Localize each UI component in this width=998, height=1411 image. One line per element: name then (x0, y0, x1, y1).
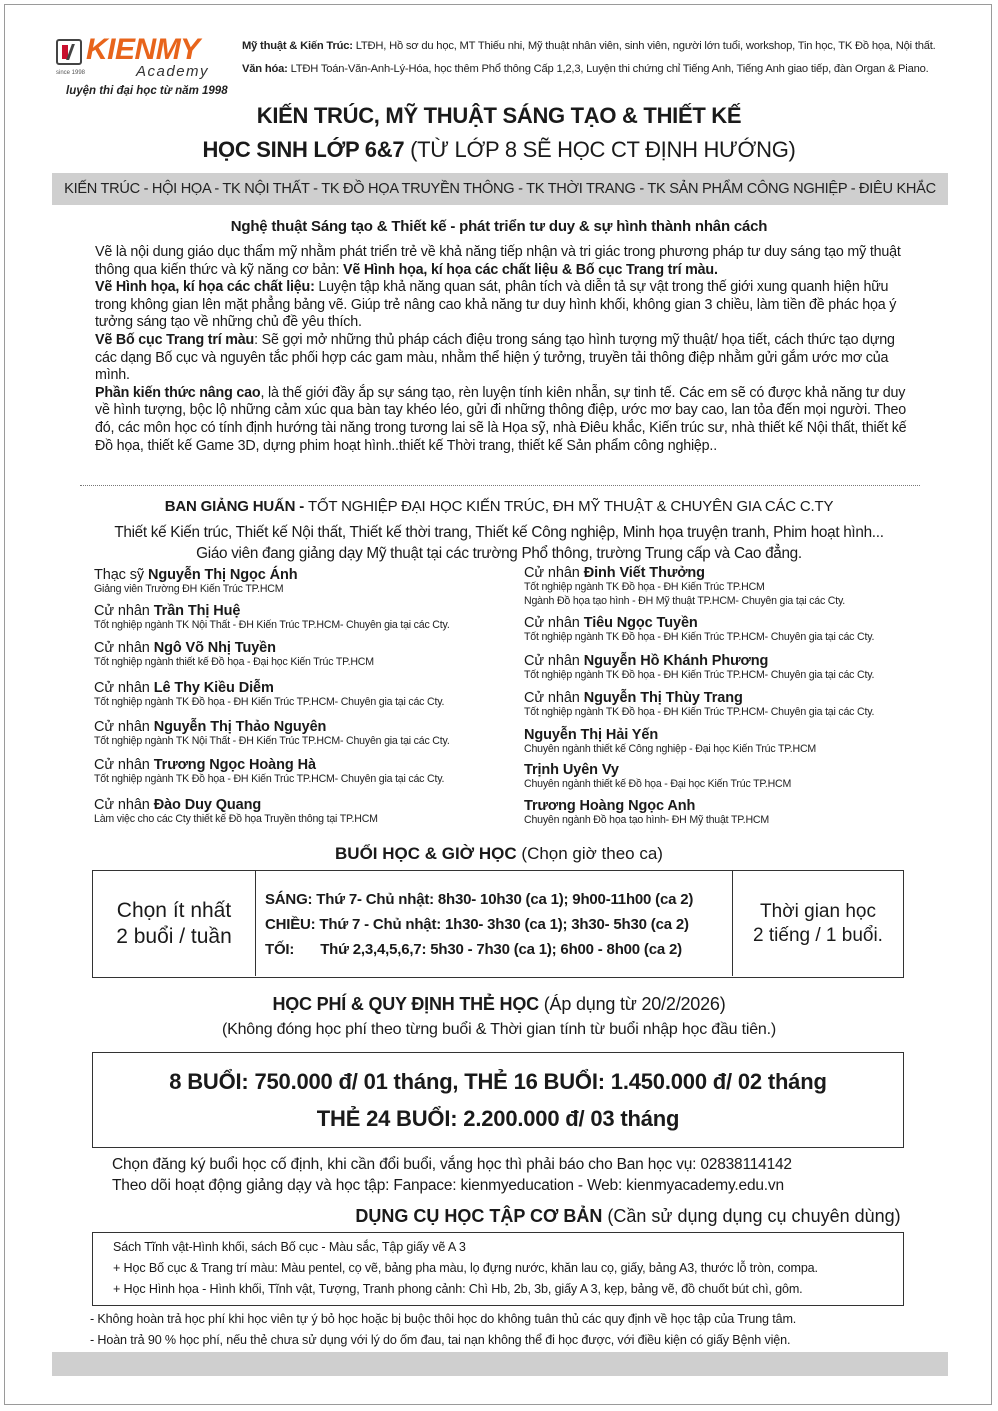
schedule-min-line2: 2 buổi / tuần (116, 924, 232, 948)
teacher-name: Nguyễn Hồ Khánh Phương (583, 653, 769, 669)
schedule-box (92, 870, 904, 978)
teacher-title: Cử nhân (94, 680, 154, 696)
schedule-min-sessions (93, 871, 256, 976)
teacher-title: Cử nhân (94, 640, 154, 656)
teacher-entry (524, 653, 874, 681)
teacher-credential: Tốt nghiệp ngành TK Đồ họa - ĐH Kiến Trúc TP.HCM (524, 581, 765, 593)
logo-brand-b: MY (155, 33, 200, 66)
teacher-name: Nguyễn Thị Hải Yến (524, 727, 659, 743)
fees-subtitle: (Không đóng học phí theo từng buổi & Thời gian tính từ buổi nhập học đầu tiên.) (222, 1021, 776, 1038)
teacher-name: Trương Hoàng Ngọc Anh (524, 798, 696, 814)
fees-line-2: THẺ 24 BUỔI: 2.200.000 đ/ 03 tháng (316, 1106, 680, 1131)
logo-academy: Academy (136, 63, 210, 80)
teacher-entry (94, 680, 444, 708)
teacher-entry (94, 719, 450, 747)
header-line-culture-label: Văn hóa: (242, 63, 288, 75)
teacher-name-line (94, 603, 450, 619)
registration-note: Chọn đăng ký buổi học cố định, khi cần đổi buổi, vắng học thì phải báo cho Ban học vụ: 02838114142 (112, 1156, 792, 1173)
teacher-entry (524, 565, 845, 607)
schedule-evening-label: TỐI: (265, 941, 295, 958)
intro-p2-text: Luyện tập khả năng quan sát, phân tích và diễn tả sự vật trong thế giới xung quanh hiện hữu trong không gian lên mặt phẳng bảng vẽ. Giúp trẻ nâng cao khả năng tư duy hình khối, không gian 3 chiều, làm tiền đề phác họa ý tưởng sáng tạo về những chủ đề yêu thích. (95, 279, 897, 331)
teacher-credential: Tốt nghiệp ngành TK Đồ họa - ĐH Kiến Trúc TP.HCM- Chuyên gia tại các Cty. (94, 773, 445, 785)
page-subtitle (0, 137, 998, 163)
teacher-entry (524, 690, 874, 718)
teacher-name-line (524, 565, 845, 581)
header-line-arts (242, 40, 936, 52)
teacher-name: Trương Ngọc Hoàng Hà (153, 757, 316, 773)
teacher-name: Lê Thy Kiều Diễm (153, 680, 274, 696)
schedule-evening-text: Thứ 2,3,4,5,6,7: 5h30 - 7h30 (ca 1); 6h00 - 8h00 (ca 2) (320, 941, 682, 958)
logo-mark-icon (56, 39, 82, 65)
teacher-title: Cử nhân (94, 719, 154, 735)
teacher-credential: Tốt nghiệp ngành thiết kế Đồ họa - Đại học Kiến Trúc TP.HCM (94, 656, 374, 668)
disciplines-text: KIẾN TRÚC - HỘI HỌA - TK NỘI THẤT - TK ĐỒ HỌA TRUYỀN THÔNG - TK THỜI TRANG - TK SẢN PHẨM CÔNG NGHIỆP - ĐIÊU KHẮC (64, 181, 936, 197)
fees-title-bold: HỌC PHÍ & QUY ĐỊNH THẺ HỌC (272, 994, 539, 1014)
intro-p2-bold: Vẽ Hình họa, kí họa các chất liệu: (95, 279, 315, 296)
teacher-name: Nguyễn Thị Ngọc Ánh (148, 567, 298, 583)
header-line-culture-text: LTĐH Toán-Văn-Anh-Lý-Hóa, học thêm Phổ thông Cấp 1,2,3, Luyện thi chứng chỉ Tiếng Anh, Tiếng Anh giao tiếp, đàn Organ & Piano. (287, 63, 929, 75)
teacher-entry (94, 757, 444, 785)
teacher-name-line (524, 615, 874, 631)
schedule-title-rest: (Chọn giờ theo ca) (516, 844, 663, 863)
header-line-culture (242, 63, 929, 75)
logo-since: since 1998 (56, 70, 86, 76)
teacher-name-line (524, 653, 874, 669)
teacher-name-line (94, 680, 444, 696)
kienmy-logo (56, 33, 234, 103)
refund-note-1: - Không hoàn trả học phí khi học viên tự ý bỏ học hoặc bị buộc thôi học do không tuân thủ các quy định về học tập của Trung tâm. (90, 1312, 797, 1326)
tools-line-2: + Học Bố cục & Trang trí màu: Màu pentel, cọ vẽ, bảng pha màu, lọ đựng nước, khăn lau cọ, giấy, bảng A3, thước lỗ tròn, compa. (113, 1261, 818, 1275)
logo-brand-a: KIEN (86, 33, 156, 66)
teacher-name-line (524, 690, 874, 706)
teacher-credential: Tốt nghiệp ngành TK Đồ họa - ĐH Kiến Trúc TP.HCM- Chuyên gia tại các Cty. (524, 631, 875, 643)
teacher-name: Trần Thị Huệ (153, 603, 241, 619)
teacher-credential: Giảng viên Trường ĐH Kiến Trúc TP.HCM (94, 583, 284, 595)
page-subtitle-rest: (TỪ LỚP 8 SẼ HỌC CT ĐỊNH HƯỚNG) (404, 137, 796, 162)
header-line-arts-label: Mỹ thuật & Kiến Trúc: (242, 40, 353, 52)
tools-title (0, 1206, 998, 1227)
schedule-duration-line1: Thời gian học (760, 900, 876, 922)
intro-p4-bold: Phần kiến thức nâng cao (95, 384, 261, 401)
teacher-name: Đinh Viết Thưởng (583, 565, 705, 581)
teacher-entry (524, 727, 816, 755)
disciplines-band (52, 173, 948, 205)
teacher-name: Nguyễn Thị Thùy Trang (583, 690, 743, 706)
intro-paragraph (95, 244, 915, 455)
teacher-entry (524, 798, 769, 826)
intro-p1-text: Vẽ là nội dung giáo dục thẩm mỹ nhằm phát triển trẻ về khả năng tiếp nhận và tri giác trong phương pháp tư duy sáng tạo mỹ thuật thông qua kiến thức và kỹ năng cơ bản: (95, 244, 901, 278)
teacher-name: Tiêu Ngọc Tuyền (583, 615, 698, 631)
schedule-morning: SÁNG: Thứ 7- Chủ nhật: 8h30- 10h30 (ca 1); 9h00-11h00 (ca 2) (265, 891, 694, 908)
bottom-band (52, 1352, 948, 1376)
schedule-afternoon: CHIỀU: Thứ 7 - Chủ nhật: 1h30- 3h30 (ca 1); 3h30- 5h30 (ca 2) (265, 916, 689, 933)
teacher-name-line (94, 567, 298, 583)
teacher-name-line (524, 762, 791, 778)
schedule-evening (265, 941, 682, 958)
teacher-credential: Chuyên ngành Đồ họa tạo hình- ĐH Mỹ thuật TP.HCM (524, 814, 769, 826)
tools-title-bold: DỤNG CỤ HỌC TẬP CƠ BẢN (355, 1206, 603, 1226)
fees-title-rest: (Áp dụng từ 20/2/2026) (538, 994, 726, 1014)
intro-p1-bold: Vẽ Hình họa, kí họa các chất liệu & Bố cục Trang trí màu. (343, 261, 718, 278)
teacher-name: Đào Duy Quang (153, 797, 262, 813)
teacher-credential: Tốt nghiệp ngành TK Nội Thất - ĐH Kiến Trúc TP.HCM- Chuyên gia tại các Cty. (94, 735, 450, 747)
page-title: KIẾN TRÚC, MỸ THUẬT SÁNG TẠO & THIẾT KẾ (256, 103, 742, 128)
teacher-entry (524, 762, 791, 790)
teacher-title: Cử nhân (524, 615, 584, 631)
tools-title-rest: (Cần sử dụng dụng cụ chuyên dùng) (602, 1206, 901, 1226)
teacher-entry (94, 603, 450, 631)
schedule-title (0, 844, 998, 864)
teacher-name: Trịnh Uyên Vy (524, 762, 619, 778)
teacher-credential: Chuyên ngành thiết kế Đồ họa - Đại học Kiến Trúc TP.HCM (524, 778, 792, 790)
faculty-heading-bold: BAN GIẢNG HUẤN - (164, 498, 308, 515)
teacher-name-line (94, 757, 444, 773)
fees-box (92, 1052, 904, 1148)
teacher-title: Cử nhân (524, 690, 584, 706)
teacher-credential: Tốt nghiệp ngành TK Đồ họa - ĐH Kiến Trúc TP.HCM- Chuyên gia tại các Cty. (94, 696, 445, 708)
teacher-name-line (524, 798, 769, 814)
tools-box (92, 1232, 904, 1306)
intro-p3-text: : Sẽ gợi mở những thủ pháp cách điệu trong sáng tạo hình tượng mỹ thuật/ họa tiết, cách thức tạo dựng các dạng Bố cục và nguyên tắc phối hợp các gam màu, nhằm thể hiện ý tưởng, truyền tải thông điệp nhằm gửi gắm ước mơ của mình. (95, 331, 895, 384)
logo-wordmark (86, 33, 200, 67)
teacher-name: Nguyễn Thị Thảo Nguyên (153, 719, 327, 735)
teacher-title: Cử nhân (94, 797, 154, 813)
teacher-entry (524, 615, 874, 643)
logo-tagline: luyện thi đại học từ năm 1998 (66, 85, 228, 97)
teacher-name-line (94, 797, 378, 813)
teacher-credential: Tốt nghiệp ngành TK Đồ họa - ĐH Kiến Trúc TP.HCM- Chuyên gia tại các Cty. (524, 706, 875, 718)
schedule-title-bold: BUỔI HỌC & GIỜ HỌC (335, 844, 517, 863)
teacher-credential: Tốt nghiệp ngành TK Đồ họa - ĐH Kiến Trúc TP.HCM- Chuyên gia tại các Cty. (524, 669, 875, 681)
teacher-credential: Tốt nghiệp ngành TK Nội Thất - ĐH Kiến Trúc TP.HCM- Chuyên gia tại các Cty. (94, 619, 450, 631)
schedule-duration-line2: 2 tiếng / 1 buổi. (753, 924, 883, 946)
fees-line-1: 8 BUỔI: 750.000 đ/ 01 tháng, THẺ 16 BUỔI: 1.450.000 đ/ 02 tháng (169, 1069, 827, 1094)
faculty-heading (0, 498, 998, 515)
teacher-entry (94, 797, 378, 825)
teacher-title: Thạc sỹ (94, 567, 148, 583)
teacher-title: Cử nhân (94, 757, 154, 773)
header-line-arts-text: LTĐH, Hồ sơ du học, MT Thiếu nhi, Mỹ thuật nhân viên, sinh viên, người lớn tuổi, workshop, Tin học, TK Đồ họa, Nội thất. (352, 40, 936, 52)
teacher-title: Cử nhân (524, 653, 584, 669)
teacher-title: Cử nhân (524, 565, 584, 581)
teacher-credential: Chuyên ngành thiết kế Công nghiệp - Đại học Kiến Trúc TP.HCM (524, 743, 817, 755)
teacher-title: Cử nhân (94, 603, 154, 619)
teacher-name-line (94, 719, 450, 735)
teacher-name-line (524, 727, 816, 743)
faculty-subheading-1: Thiết kế Kiến trúc, Thiết kế Nội thất, Thiết kế thời trang, Thiết kế Công nghiệp, Minh họa truyện tranh, Phim hoạt hình... (114, 524, 884, 541)
intro-p4-text: , là thế giới đầy ắp sự sáng tạo, rèn luyện tính kiên nhẫn, sự tinh tế. Các em sẽ có được khả năng tư duy về hình tượng, bộc lộ những cảm xúc qua bàn tay khéo léo, gửi đi những thông điệp, ước mơ bay cao, lan tỏa đến mọi người. Theo đó, các môn học có tính định hướng tài năng trong tương lai sẽ là Họa sỹ, nhà Điêu khắc, Kiến trúc sư, nhà thiết kế Nội thất, thiết kế Đồ họa, thiết kế Game 3D, dựng phim hoạt hình..thiết kế Thời trang, thiết kế Sản phẩm công nghiệp.. (95, 384, 907, 454)
intro-heading: Nghệ thuật Sáng tạo & Thiết kế - phát triển tư duy & sự hình thành nhân cách (230, 218, 768, 235)
teacher-credential: Làm việc cho các Cty thiết kế Đồ họa Truyền thông tại TP.HCM (94, 813, 378, 825)
schedule-duration (732, 871, 903, 976)
fees-title (0, 994, 998, 1015)
tools-line-3: + Học Hình họa - Hình khối, Tĩnh vật, Tượng, Tranh phong cảnh: Chì Hb, 2b, 3b, giấy A 3, kẹp, bảng vẽ, đồ chuốt bút chì, gôm. (113, 1282, 803, 1296)
section-divider (80, 485, 920, 486)
teacher-entry (94, 567, 298, 595)
teacher-name-line (94, 640, 374, 656)
contact-note: Theo dõi hoạt động giảng dạy và học tập: Fanpace: kienmyeducation - Web: kienmyacademy.edu.vn (112, 1177, 784, 1194)
page-subtitle-bold: HỌC SINH LỚP 6&7 (202, 137, 405, 162)
refund-note-2: - Hoàn trả 90 % học phí, nếu thẻ chưa sử dụng với lý do ốm đau, tai nạn không thể đi học được, với điều kiện có giấy Bệnh viện. (90, 1333, 791, 1347)
teacher-name: Ngô Võ Nhị Tuyền (153, 640, 276, 656)
faculty-heading-rest: TỐT NGHIỆP ĐẠI HỌC KIẾN TRÚC, ĐH MỸ THUẬT & CHUYÊN GIA CÁC C.TY (308, 498, 834, 515)
intro-p3-bold: Vẽ Bố cục Trang trí màu (95, 331, 255, 348)
teacher-entry (94, 640, 374, 668)
teacher-credential-2: Ngành Đồ họa tạo hình - ĐH Mỹ thuật TP.HCM- Chuyên gia tại các Cty. (524, 595, 846, 607)
faculty-subheading-2: Giáo viên đang giảng dạy Mỹ thuật tại các trường Phổ thông, trường Trung cấp và Cao đẳng. (196, 545, 802, 562)
tools-line-1: Sách Tĩnh vật-Hình khối, sách Bố cục - Màu sắc, Tập giấy vẽ A 3 (113, 1240, 466, 1254)
schedule-min-line1: Chọn ít nhất (116, 898, 232, 922)
